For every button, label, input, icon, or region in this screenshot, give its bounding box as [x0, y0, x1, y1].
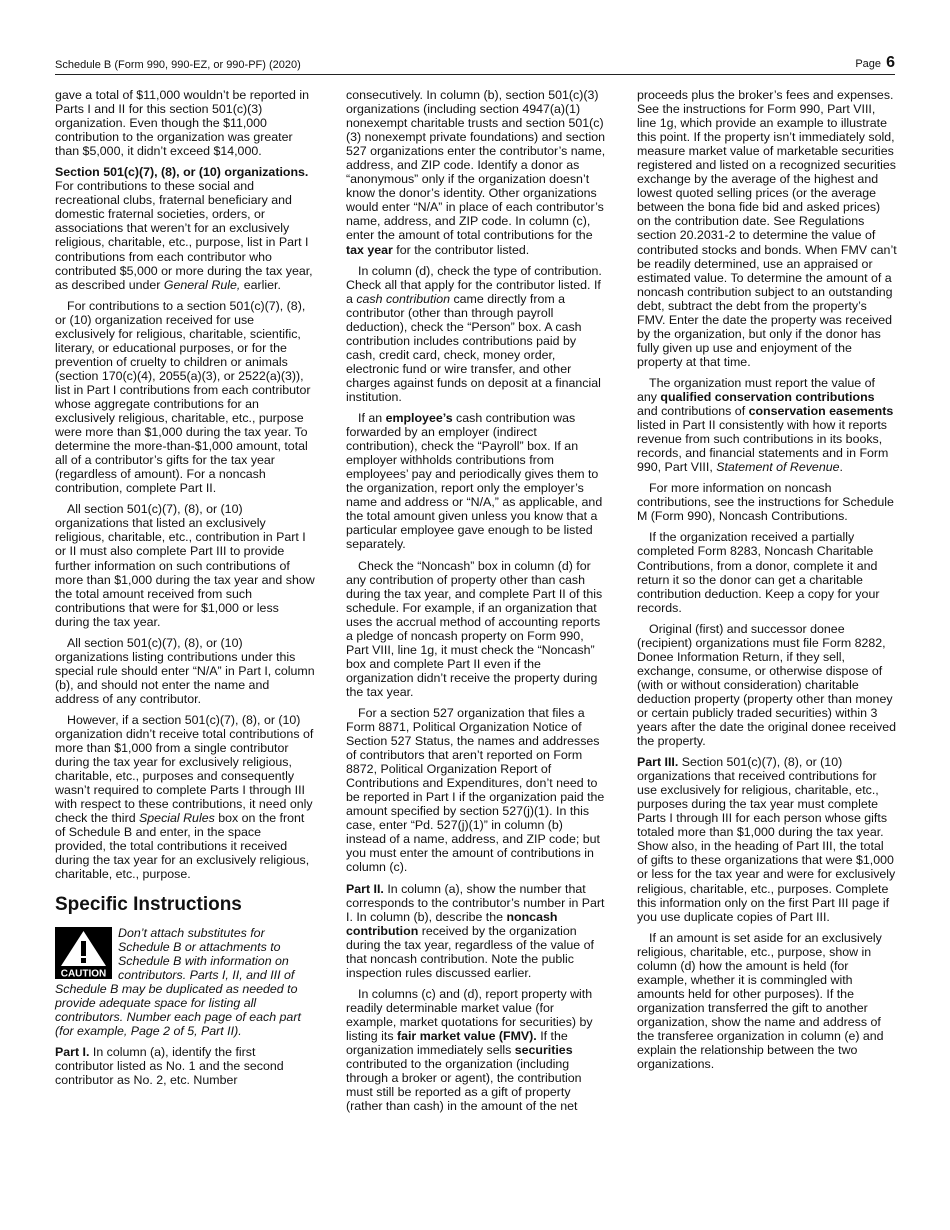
- column-left: [55, 88, 315, 1094]
- section-title: Section 501(c)(7), (8), or (10) organizations.: [55, 165, 309, 180]
- page-indicator: [855, 54, 895, 72]
- paragraph: gave a total of $11,000 wouldn’t be reported in Parts I and II for this section 501(c)(3) organization. Even though the $11,000 contribution to the organization was greater than $5,000, it didn’t exceed $14,000.: [55, 88, 309, 159]
- page-header: [55, 54, 895, 75]
- caution-note: [55, 926, 315, 1038]
- caution-label: CAUTION: [60, 968, 107, 979]
- section-heading: Specific Instructions: [55, 893, 242, 915]
- part-title: Part II.: [346, 881, 384, 896]
- paragraph: Part I. In column (a), identify the first contributor listed as No. 1 and the second contributor as No. 2, etc. Number: [55, 1044, 284, 1087]
- form-title: Schedule B (Form 990, 990-EZ, or 990-PF) (2020): [55, 59, 301, 71]
- paragraph: For contributions to a section 501(c)(7), (8), or (10) organization received for use exclusively for religious, charitable, scientific, literary, or educational purposes, or for the prevention of cruelty to children or animals (section 170(c)(4), 2055(a)(3), or 2522(a)(3)), list in Part I contributions from each contributor whose aggregate contributions for an exclusively religious, charitable, etc., purpose were more than $1,000 during the tax year. To determine the more-than-$1,000 amount, total all of a contributor’s gifts for the tax year (regardless of amount). For a noncash contribution, complete Part II.: [55, 298, 311, 496]
- paragraph: If the organization received a partially completed Form 8283, Noncash Charitable Contributions, from a donor, complete it and return it so the donor can get a charitable contribution deduction. Keep a copy for your records.: [637, 530, 880, 615]
- paragraph: Part II. In column (a), show the number that corresponds to the contributor’s number in Part I. In column (b), describe the noncash contribution received by the organization during the tax year, regardless of the value of that noncash contribution. Note the public inspection rules discussed earlier.: [346, 881, 605, 980]
- paragraph: consecutively. In column (b), section 501(c)(3) organizations (including section 4947(a)(1) nonexempt charitable trusts and section 501(c)(3) nonexempt private foundations) and section 527 organizations enter the contributor’s name, address, and ZIP code. Identify a donor as “anonymous” only if the organization doesn’t know the donor’s identity. Other organizations would enter “N/A” in place of each contributor’s name, address, and ZIP code. In column (c), enter the amount of total contributions for the tax year for the contributor listed.: [346, 88, 606, 257]
- paragraph: Original (first) and successor donee (recipient) organizations must file Form 8282, Donee Information Return, if they sell, exchange, consume, or otherwise dispose of (with or without consideration) charitable deduction property (property other than money or certain publicly traded securities) within 3 years after the date the original donee received the property.: [637, 621, 896, 749]
- caution-icon: [55, 927, 112, 979]
- paragraph: If an employee’s cash contribution was forwarded by an employer (indirect contribution), check the “Payroll” box. If an employer withholds contributions from employees’ pay and periodically gives them to the organization, report only the employer’s name and address or “N/A,” as applicable, and the total amount given unless you know that a particular employee gave enough to be listed separately.: [346, 411, 603, 552]
- paragraph: Part III. Section 501(c)(7), (8), or (10) organizations that received contributions for use exclusively for religious, charitable, etc., purposes during the tax year must complete Parts I through III for each person whose gifts totaled more than $1,000 during the tax year. Show also, in the heading of Part III, the total of gifts to these organizations that were $1,000 or less for the tax year and were for exclusively religious, charitable, etc., purposes. Complete this information only on the first Part III page if you use duplicate copies of Part III.: [637, 755, 896, 924]
- paragraph: proceeds plus the broker’s fees and expenses. See the instructions for Form 990, Part VIII, line 1g, which provide an example to illustrate this point. If the property isn’t immediately sold, measure market value of marketable securities registered and listed on a recognized securities exchange by the average of the highest and lowest quoted selling prices (or the average between the bona fide bid and asked prices) on the contribution date. See Regulations section 20.2031-2 to determine the value of contributed stocks and bonds. When FMV can’t be readily determined, use an appraised or estimated value. To determine the amount of a noncash contribution subject to an outstanding debt, subtract the debt from the property’s FMV. Enter the date the property was received by the organization, but only if the donor has fully given up use and enjoyment of the property at that time.: [637, 88, 897, 369]
- paragraph: If an amount is set aside for an exclusively religious, charitable, etc., purpose, show in column (d) how the amount is held (for example, whether it is commingled with amounts held for other purposes). If the organization transferred the gift to another organization, show the name and address of the transferee organization in column (e) and explain the relationship between the two organizations.: [637, 930, 884, 1072]
- column-middle: [346, 88, 606, 1120]
- paragraph: In columns (c) and (d), report property with readily determinable market value (for example, market quotations for securities) by listing its fair market value (FMV). If the organization immediately sells securities contributed to the organization (including through a broker or agent), the contribution must still be reported as a gift of property (rather than cash) in the amount of the net: [346, 986, 593, 1114]
- page-label: Page: [855, 58, 882, 70]
- paragraph: Check the “Noncash” box in column (d) for any contribution of property other than cash during the tax year, and complete Part II of this schedule. For example, if an organization that uses the accrual method of accounting reports a pledge of noncash property on Form 990, Part VIII, line 1g, it must check the “Noncash” box and complete Part II even if the organization didn’t receive the property during the tax year.: [346, 558, 603, 699]
- paragraph: In column (d), check the type of contribution. Check all that apply for the contributor listed. If a cash contribution came directly from a contributor (other than through payroll deduction), check the “Person” box. A cash contribution includes contributions paid by cash, credit card, check, money order, electronic fund or wire transfer, and other charges against funds on deposit at a financial institution.: [346, 263, 602, 404]
- paragraph: Section 501(c)(7), (8), or (10) organizations. For contributions to these social and recreational clubs, fraternal beneficiary and domestic fraternal societies, orders, or associations that weren’t for an exclusively religious, charitable, etc., purpose, list in Part I contributions from each contributor who contributed $5,000 or more during the tax year, as described under General Rule, earlier.: [55, 165, 313, 292]
- caution-text: Don’t attach substitutes for Schedule B or attachments to Schedule B with information on contributors. Parts I, II, and III of Schedule B may be duplicated as needed to provide adequate space for listing all contributors. Number each page of each part (for example, Page 2 of 5, Part II).: [55, 925, 301, 1038]
- paragraph: For more information on noncash contributions, see the instructions for Schedule M (Form 990), Noncash Contributions.: [637, 481, 894, 524]
- paragraph: All section 501(c)(7), (8), or (10) organizations that listed an exclusively religious, charitable, etc., contribution in Part I or II must also complete Part III to provide further information on such contributions of more than $1,000 during the tax year and show the total amount received from such contributions that were for $1,000 or less during the tax year.: [55, 502, 315, 629]
- paragraph: All section 501(c)(7), (8), or (10) organizations listing contributions under this special rule should enter “N/A” in Part I, column (b), and should not enter the name and address of any contributor.: [55, 635, 315, 706]
- paragraph: However, if a section 501(c)(7), (8), or (10) organization didn’t receive total contributions of more than $1,000 from a single contributor during the tax year for exclusively religious, charitable, etc., purposes and consequently wasn’t required to complete Parts I through III with respect to these contributions, it need only check the third Special Rules box on the front of Schedule B and enter, in the space provided, the total contributions it received during the tax year for an exclusively religious, charitable, etc., purpose.: [55, 712, 314, 882]
- part-title: Part III.: [637, 755, 679, 770]
- paragraph: The organization must report the value of any qualified conservation contributions and contributions of conservation easements listed in Part II consistently with how it reports revenue from such contributions in its books, records, and financial statements and in Form 990, Part VIII, Statement of Revenue.: [637, 375, 894, 475]
- part-title: Part I.: [55, 1044, 90, 1059]
- paragraph: For a section 527 organization that files a Form 8871, Political Organization Notice of Section 527 Status, the names and addresses of contributors that aren’t reported on Form 8872, Political Organization Report of Contributions and Expenditures, don’t need to be reported in Part I if the organization paid the amount specified by section 527(j)(1). In this case, enter “Pd. 527(j)(1)” in column (b) instead of a name, address, and ZIP code; but you must enter the amount of contributions in column (c).: [346, 705, 605, 875]
- page-number: 6: [886, 54, 895, 71]
- column-right: [637, 88, 897, 1078]
